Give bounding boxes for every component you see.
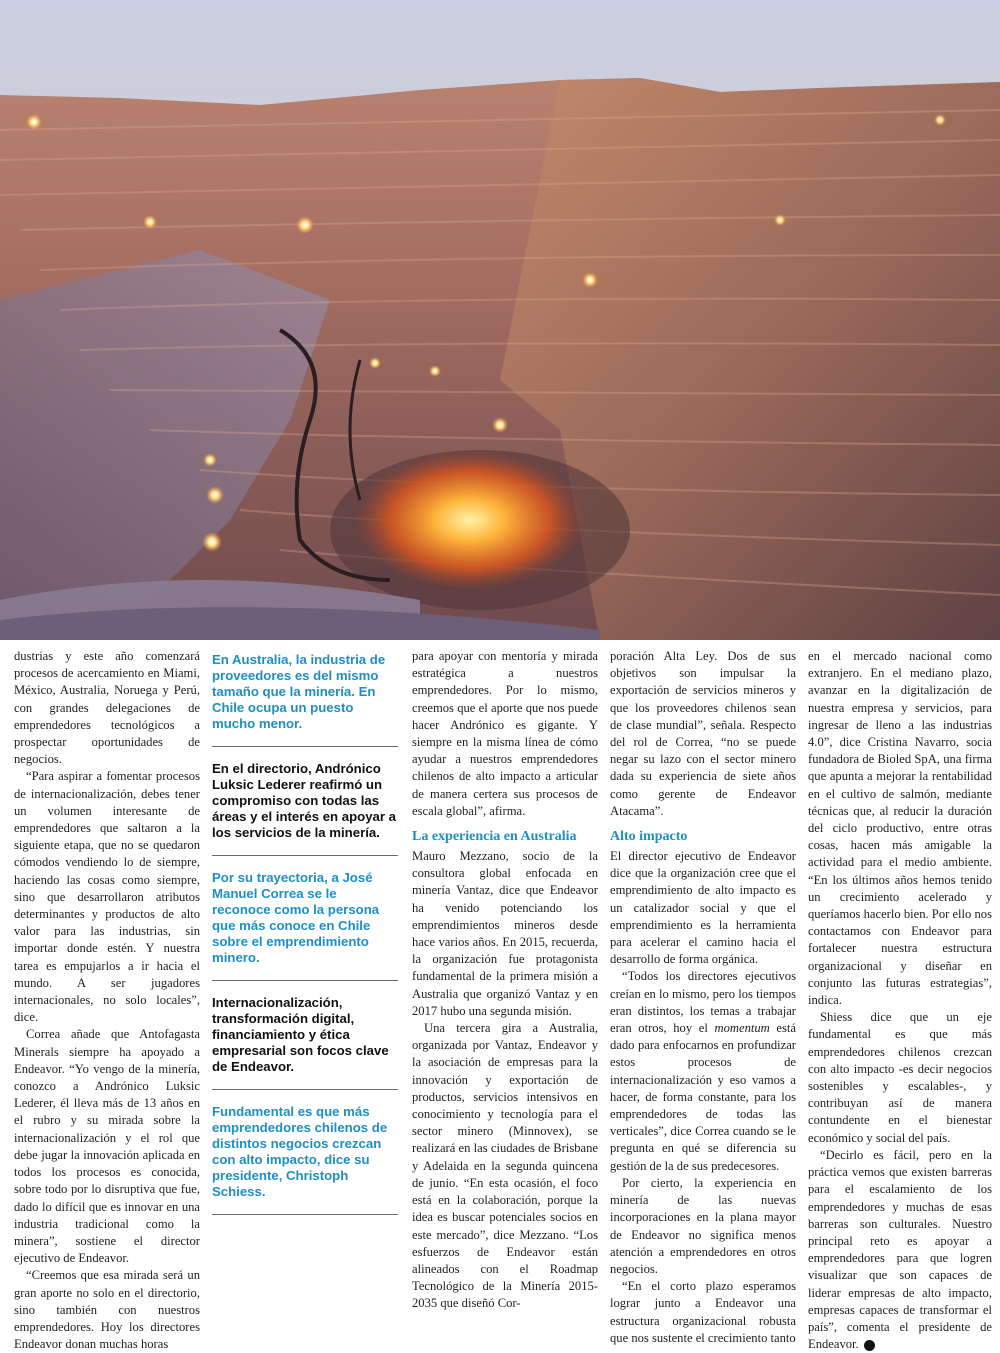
- text-run: “Decirlo es fácil, pero en la práctica vemos que existen barreras para el escalamiento de los emprendedores y muchas de esas barreras son culturales. Nuestro principal reto es apoyar a emprendedores para que logren visualizar que son capaces de liderar empresas de alto impacto, empresas capaces de transformar el país”, comenta el presidente de Endeavor.: [808, 1147, 992, 1352]
- paragraph: poración Alta Ley. Dos de sus objetivos son impulsar la exportación de servicios mineros y que los proveedores chilenos sean de clase mundial”, señala. Respecto del rol de Correa, “no se puede negar su lazo con el sector minero dada su experiencia de siete años como gerente de Endeavor Atacama”.: [610, 649, 796, 818]
- text-run: “Todos los directores ejecutivos creían en lo mismo, pero los tiempos eran distintos, los temas a trabajar eran otros, hoy el: [610, 969, 796, 1036]
- paragraph: Mauro Mezzano, socio de la consultora global enfocada en minería Vantaz, dice que Endeavor ha venido potenciando los emprendimientos mineros desde hace varios años. En 2015, recuerda, la organización fue protagonista fundamental de la primera misión a Australia que organizó Vantaz y en 2017 hubo una segunda misión.: [412, 849, 598, 1018]
- pull-quote: Fundamental es que más emprendedores chilenos de distintos negocios crezcan con alto impacto, dice su presidente, Christoph Schiess.: [212, 1100, 398, 1215]
- text-run: está dado para enfocarnos en profundizar estos procesos de internacionalización y eso vamos a hacer, de forma constante, para los emprendedores de todas las verticales”, dice Correa cuando se le pregunta en qué se diferencia su gestión de la de sus predecesores.: [610, 1021, 796, 1173]
- mine-pit-photo: [0, 0, 1000, 640]
- paragraph: Por cierto, la experiencia en minería de las nuevas incorporaciones en la plana mayor de Endeavor no significa menos atención a emprendedores en otros negocios.: [610, 1175, 796, 1276]
- paragraph: “Para aspirar a fomentar procesos de internacionalización, debes tener un volumen interesante de emprendedores que saltaron a la siguiente etapa, que no se quedaron cómodos vendiendo lo de siempre, haciendo las cosas como siempre, sino que desarrollaron atributos determinantes y productos de alto valor para las industrias, sin importar donde estén. Y nuestra tarea es empujarlos a ir hacia el mundo. A ser jugadores internacionales, no solo locales”, dice.: [14, 769, 200, 1025]
- emphasis: momentum: [714, 1021, 770, 1036]
- pull-quote: En Australia, la industria de proveedores es del mismo tamaño que la minería. En Chile ocupa un puesto mucho menor.: [212, 648, 398, 747]
- pull-quote: Internacionalización, transformación digital, financiamiento y ética empresarial son focos clave de Endeavor.: [212, 991, 398, 1090]
- article-column-5: [808, 648, 992, 1353]
- paragraph: en el mercado nacional como extranjero. En el mediano plazo, avanzar en la digitalización de nuestra empresa y servicios, para ingresar de lleno a las industrias 4.0”, dice Cristina Navarro, socia fundadora de Bioled SpA, una firma que apunta a mejorar la rentabilidad en el cultivo de salmón, mediante técnicas que, al reducir la duración del ciclo productivo, entre otras cosas, hacen más amigable la actividad para el medio ambiente. “En los últimos años hemos tenido un crecimiento acelerado y queríamos hacerlo bien. Por ello nos contactamos con Endeavor para fortalecer nuestra estructura organizacional y diseñar en conjunto las futuras estrategias”, indica.: [808, 649, 992, 1008]
- pull-quote: Por su trayectoria, a José Manuel Correa se le reconoce como la persona que más conoce en Chile sobre el emprendimiento minero.: [212, 866, 398, 981]
- article-column-1: [14, 648, 200, 1353]
- section-heading: La experiencia en Australia: [412, 829, 577, 845]
- article-column-3: [412, 648, 598, 1313]
- paragraph: El director ejecutivo de Endeavor dice que la organización cree que el emprendimiento de alto impacto es un catalizador social y que el emprendimiento es la herramienta para acelerar el camino hacia el desarrollo de forma orgánica.: [610, 849, 796, 967]
- paragraph: [808, 1147, 992, 1353]
- paragraph: dustrias y este año comenzará procesos de acercamiento en Miami, México, Australia, Noruega y Perú, con grandes delegaciones de emprendedores tecnológicos a prospectar oportunidades de negocios.: [14, 649, 200, 767]
- paragraph: para apoyar con mentoría y mirada estratégica a nuestros emprendedores. Por lo mismo, creemos que el aporte que nos puede hacer Andrónico es gigante. Y siempre en la misma línea de cómo ayudar a nuestros emprendedores chilenos de alto impacto a articular de manera certera sus procesos de escala global”, afirma.: [412, 649, 598, 818]
- section-heading: Alto impacto: [610, 829, 688, 845]
- paragraph: “Creemos que esa mirada será un gran aporte no solo en el directorio, sino también con nuestros emprendedores. Hoy los directores Endeavor donan muchas horas: [14, 1268, 200, 1352]
- article-column-4: [610, 648, 796, 1347]
- paragraph: “En el corto plazo esperamos lograr junto a Endeavor una estructura organizacional robusta que nos sustente el crecimiento tanto: [610, 1279, 796, 1345]
- pull-quotes-column: [212, 648, 398, 1225]
- end-of-article-icon: P: [864, 1340, 875, 1351]
- paragraph: Correa añade que Antofagasta Minerals siempre ha apoyado a Endeavor. “Yo vengo de la minería, conozco a Andrónico Luksic Lederer, él lleva más de 13 años en el rubro y su mirada sobre la internacionalización y el rol que debe jugar la innovación aplicada en todos los procesos es conocida, sobre todo por lo disruptiva que fue, dado lo difícil que es innovar en una industria tradicional como la minera”, sostiene el director ejecutivo de Endeavor.: [14, 1027, 200, 1266]
- paragraph: Una tercera gira a Australia, organizada por Vantaz, Endeavor y la asociación de empresas para la innovación y exportación de productos, servicios intensivos en conocimiento y tecnología para el sector minero (Minnovex), se realizará en las ciudades de Brisbane y Adelaida en la segunda quincena de junio. “En esta ocasión, el foco está en la colaboración, porque la idea es buscar potenciales socios en este mercado”, dice Mezzano. “Los esfuerzos de Endeavor están alineados con el Roadmap Tecnológico de la Minería 2015-2035 que diseñó Cor-: [412, 1021, 598, 1311]
- paragraph: Shiess dice que un eje fundamental es que más emprendedores chilenos crezcan con alto impacto -es decir negocios sostenibles y escalables-, y contribuyan así de manera contundente en el bienestar económico y social del país.: [808, 1010, 992, 1145]
- pull-quote: En el directorio, Andrónico Luksic Lederer reafirmó un compromiso con todas las áreas y el interés en apoyar a los servicios de la minería.: [212, 757, 398, 856]
- paragraph: [610, 968, 796, 1174]
